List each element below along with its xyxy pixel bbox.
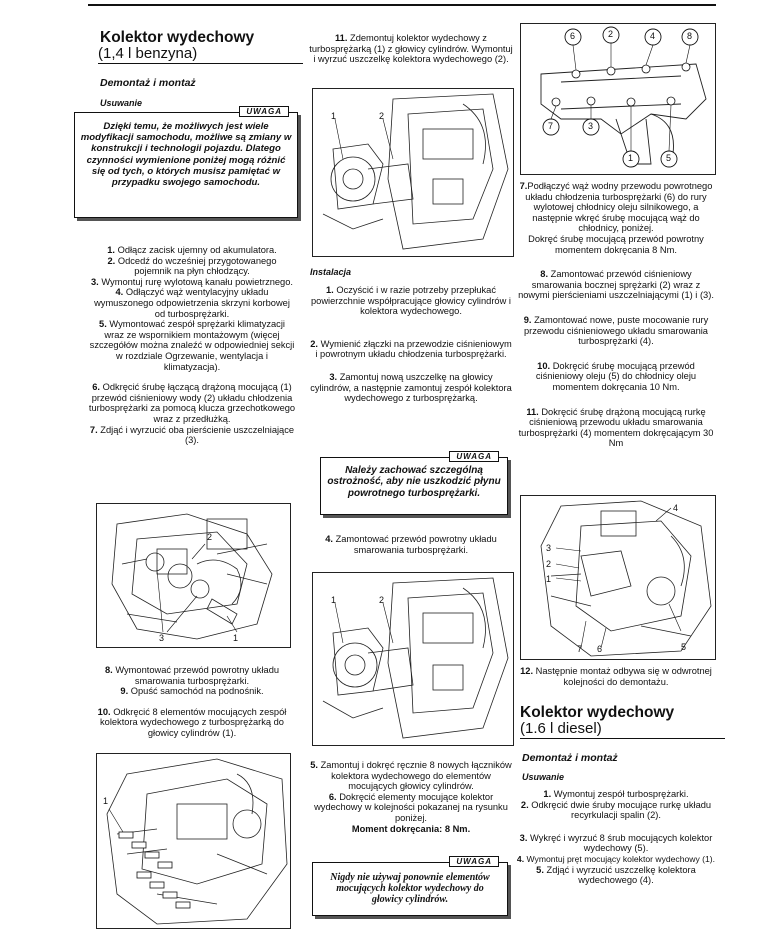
step-item: 5. Zamontuj i dokręć ręcznie 8 nowych łączników kolektora wydechowego do elementów mocujących głowicy cylindrów. [310,760,512,792]
section-title: Kolektor wydechowy [100,29,255,46]
step-item: 5. Wymontować zespół sprężarki klimatyzacji wraz ze wspornikiem montażowym (więcej szczegółów można znaleźć w odpowiedniej sekcji w rozdziale Ogrzewanie, wentylacja i klimatyzacja). [89,319,295,372]
callout-7: 7 [548,121,554,131]
subsection-heading: Demontaż i montaż [522,752,618,764]
manifold-sequence-diagram [521,24,715,174]
step-item: 11. Zdemontuj kolektor wydechowy z turbosprężarką (1) z głowicy cylindrów. Wymontuj i wyrzuć uszczelkę kolektora wydechowego (2). [309,33,513,65]
step-item: 7.Podłączyć wąż wodny przewodu powrotnego układu chłodzenia turbosprężarki (6) do rury wylotowej chłodnicy oleju silnikowego, a następnie wkręć śrubę mocującą wąż do chłodnicy, poniżej. [519,181,713,234]
callout-3: 3 [159,633,165,643]
callout-2: 2 [608,29,614,39]
step-item: 9. Zamontować nowe, puste mocowanie rury przewodu ciśnieniowego układu smarowania turbosprężarki (4). [523,314,709,347]
torque-spec: Dokręć śrubę mocującą przewód powrotny momentem dokręcania 8 Nm. [528,233,704,255]
callout-3: 3 [546,543,552,553]
section-title: Kolektor wydechowy [520,704,675,721]
step-item: 8. Wymontować przewód powrotny układu smarowania turbosprężarki. [104,665,280,686]
removal-steps [88,245,296,446]
callout-7: 7 [577,644,583,654]
warning-label: UWAGA [449,451,499,462]
step-item: 3. Zamontuj nową uszczelkę na głowicy cylindrów, a następnie zamontuj zespół kolektora wydechowego z turbosprężarką. [310,371,512,404]
step-item: 4. Odłączyć wąż wentylacyjny układu wymuszonego odpowietrzenia skrzyni korbowej od turbosprężarki. [94,287,290,319]
callout-3: 3 [588,121,594,131]
step-item: 7. Zdjąć i wyrzucić oba pierścienie uszczelniające (3). [89,424,295,446]
callout-1: 1 [628,153,634,163]
warning-text: Nigdy nie używaj ponownie elementów mocujących kolektor wydechowy do głowicy cylindrów. [330,872,490,905]
figure-manifold-fasteners [96,753,291,929]
callout-1: 1 [331,595,337,605]
install-steps [308,285,514,404]
subsection-heading: Demontaż i montaż [100,77,196,89]
callout-2: 2 [546,559,552,569]
callout-1: 1 [233,633,239,643]
step-item: 12. Następnie montaż odbywa się w odwrotnej kolejności do demontażu. [520,666,712,687]
callout-4: 4 [673,503,679,513]
step-item: 4. Zamontować przewód powrotny układu smarowania turbosprężarki. [325,534,497,555]
warning-label: UWAGA [239,106,289,117]
callout-8: 8 [687,31,693,41]
step-item: 9. Opuść samochód na podnośnik. [120,686,264,697]
install-steps-b [308,760,514,834]
step-item: 5. Zdjąć i wyrzucić uszczelkę kolektora wydechowego (4). [536,864,696,886]
warning-text: Dzięki temu, że możliwych jest wiele modyfikacji samochodu, możliwe są zmiany w konstrukcji i technologii pojazdu. Dlatego czynności wymienione poniżej mogą różnić się od tych, o których musisz pamiętać w przypadku swojego samochodu. [80,121,292,189]
figure-tightening-sequence [520,23,716,175]
figure-turbo-oil-line [96,503,291,648]
step-item: 4. Wymontuj pręt mocujący kolektor wydechowy (1). [516,853,716,864]
figure-oil-lines [520,495,716,660]
page-header [88,0,716,6]
turbo-install-illustration [313,573,513,745]
step-item: 1. Oczyścić i w razie potrzeby przepłukać powierzchnie współpracujące głowicy cylindrów i kolektora wydechowego. [311,285,511,317]
step-item: 6. Odkręcić śrubę łączącą drążoną mocującą (1) przewód ciśnieniowy wody (2) układu chłodzenia turbosprężarki za pomocą klucza grzechotkowego wraz z przedłużką. [88,382,296,424]
step-item: 1. Odłącz zacisk ujemny od akumulatora. [107,245,277,255]
removal-heading: Usuwanie [522,772,565,782]
install-heading: Instalacja [310,267,352,277]
chapter-title [557,0,712,1]
warning-box [312,857,508,916]
torque-spec: Moment dokręcania: 8 Nm. [351,823,471,834]
step-item: 2. Wymienić złączki na przewodzie ciśnieniowym i powrotnym układu chłodzenia turbosprężarki. [310,338,512,360]
step-item: 11. Dokręcić śrubę drążoną mocującą rurkę ciśnieniową przewodu układu smarowania turbosprężarki (4) momentem dokręcającym 30 Nm [518,406,714,449]
step-item: 1. Wymontuj zespół turbosprężarki. [543,789,689,799]
callout-6: 6 [570,31,576,41]
warning-text: Należy zachować szczególną ostrożność, aby nie uszkodzić płynu powrotnego turbosprężarki. [327,465,501,499]
warning-box [320,452,508,515]
figure-turbo-install [312,572,514,746]
removal-steps-diesel [516,789,716,886]
callout-1: 1 [103,796,109,806]
callout-5: 5 [681,642,687,652]
removal-steps-b [88,665,296,739]
callout-2: 2 [379,595,385,605]
step-item: 2. Odcedź do wcześniej przygotowanego pojemnik na płyn chłodzący. [107,255,277,277]
step-item: 3. Wymontuj rurę wylotową kanału powietrznego. [91,276,293,287]
manifold-illustration [97,754,290,928]
warning-box [74,107,298,218]
install-steps-c [516,181,716,449]
callout-5: 5 [666,153,672,163]
callout-6: 6 [597,644,603,654]
page-number [92,0,125,1]
section-subtitle: (1,4 l benzyna) [98,46,303,64]
callout-4: 4 [650,31,656,41]
callout-2: 2 [207,532,213,542]
warning-label: UWAGA [449,856,499,867]
step-item: 8. Zamontować przewód ciśnieniowy smarowania bocznej sprężarki (2) wraz z nowymi pierścieniami uszczelniającymi (1) i (3). [518,269,714,301]
callout-1: 1 [331,111,337,121]
step-item: 10. Dokręcić śrubę mocującą przewód ciśnieniowy oleju (5) do chłodnicy oleju momentem dokręcania 10 Nm. [535,360,697,392]
step-item: 3. Wykręć i wyrzuć 8 śrub mocujących kolektor wydechowy (5). [519,832,713,854]
step-item: 10. Odkręcić 8 elementów mocujących zespół kolektora wydechowego z turbosprężarką do głowicy cylindrów (1). [97,706,287,738]
removal-heading: Usuwanie [100,98,143,108]
callout-1: 1 [546,574,552,584]
callout-2: 2 [379,111,385,121]
turbo-illustration [313,89,513,256]
figure-turbo-removal [312,88,514,257]
step-item: 2. Odkręcić dwie śruby mocujące rurkę układu recyrkulacji spalin (2). [520,799,712,821]
section-subtitle: (1.6 l diesel) [520,721,725,739]
engine-illustration [97,504,290,647]
step-item: 6. Dokręcić elementy mocujące kolektor wydechowy w kolejności pokazanej na rysunku poniżej. [314,791,508,823]
